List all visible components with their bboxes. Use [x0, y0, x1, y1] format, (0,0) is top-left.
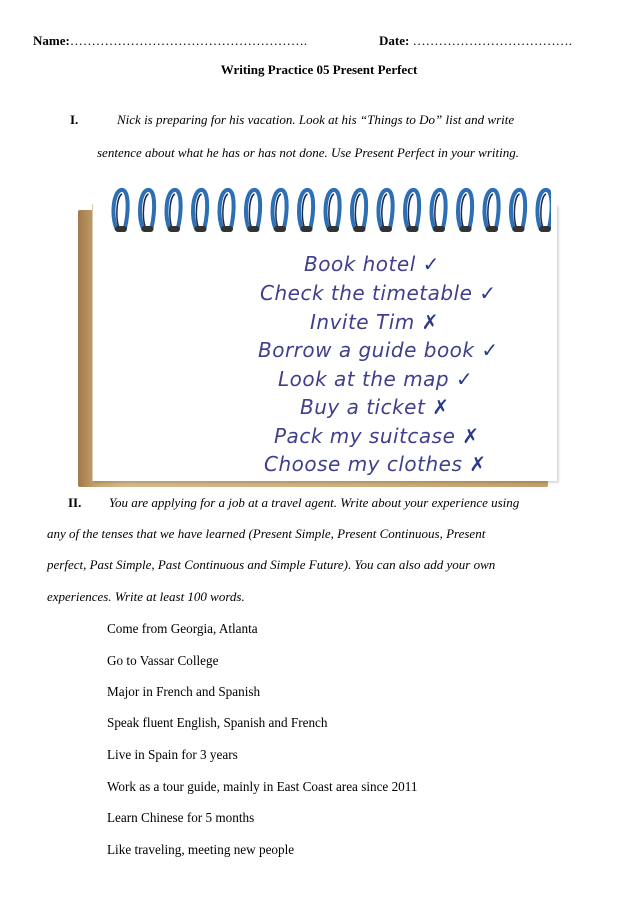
list-item: Like traveling, meeting new people [107, 842, 295, 857]
section1-line2: sentence about what he has or has not done. Use Present Perfect in your writing. [97, 145, 519, 160]
todo-item [264, 452, 487, 476]
todo-item-text: Look at the map [278, 367, 450, 391]
check-icon: ✓ [479, 281, 497, 305]
date-label: Date: [379, 33, 410, 48]
date-field [379, 33, 572, 49]
section1-line1: Nick is preparing for his vacation. Look at his “Things to Do” list and write [117, 112, 515, 127]
section2-line4: experiences. Write at least 100 words. [47, 589, 245, 604]
list-item: Major in French and Spanish [107, 684, 261, 699]
todo-item-text: Invite Tim [310, 310, 415, 334]
name-dots: ………………………………………………. [69, 33, 308, 48]
section2-line1: You are applying for a job at a travel agent. Write about your experience using [109, 495, 520, 510]
todo-item-text: Choose my clothes [264, 452, 463, 476]
check-icon: ✓ [455, 367, 474, 391]
cross-icon: ✗ [469, 452, 487, 476]
todo-item-text: Book hotel [304, 252, 416, 276]
list-item: Live in Spain for 3 years [107, 747, 238, 762]
todo-item [304, 252, 440, 276]
todo-item [274, 424, 480, 448]
check-icon: ✓ [422, 252, 440, 276]
todo-item [258, 338, 499, 362]
todo-item [310, 310, 439, 334]
cross-icon: ✗ [462, 424, 480, 448]
cross-icon: ✗ [421, 310, 439, 334]
section2-line3: perfect, Past Simple, Past Continuous and Simple Future). You can also add your own [47, 557, 496, 572]
todo-item [278, 367, 473, 391]
list-item: Learn Chinese for 5 months [107, 810, 255, 825]
cross-icon: ✗ [432, 395, 450, 419]
section2-line2: any of the tenses that we have learned (Present Simple, Present Continuous, Present [47, 526, 486, 541]
todo-item [260, 281, 497, 305]
list-item: Work as a tour guide, mainly in East Coast area since 2011 [107, 779, 418, 794]
section1-number: I. [70, 112, 79, 127]
section2-number: II. [68, 495, 82, 510]
list-item: Go to Vassar College [107, 653, 219, 668]
todo-item-text: Pack my suitcase [274, 424, 456, 448]
todo-notebook [78, 204, 556, 487]
page-title: Writing Practice 05 Present Perfect [220, 62, 418, 77]
list-item: Speak fluent English, Spanish and French [107, 715, 328, 730]
list-item: Come from Georgia, Atlanta [107, 621, 258, 636]
todo-item-text: Buy a ticket [300, 395, 426, 419]
spiral-binding-icon [111, 186, 551, 236]
todo-item-text: Check the timetable [260, 281, 473, 305]
todo-item-text: Borrow a guide book [258, 338, 475, 362]
name-field [33, 33, 307, 49]
todo-item [300, 395, 449, 419]
name-label: Name: [33, 33, 70, 48]
date-dots: ………………………………. [412, 33, 572, 48]
check-icon: ✓ [481, 338, 499, 362]
